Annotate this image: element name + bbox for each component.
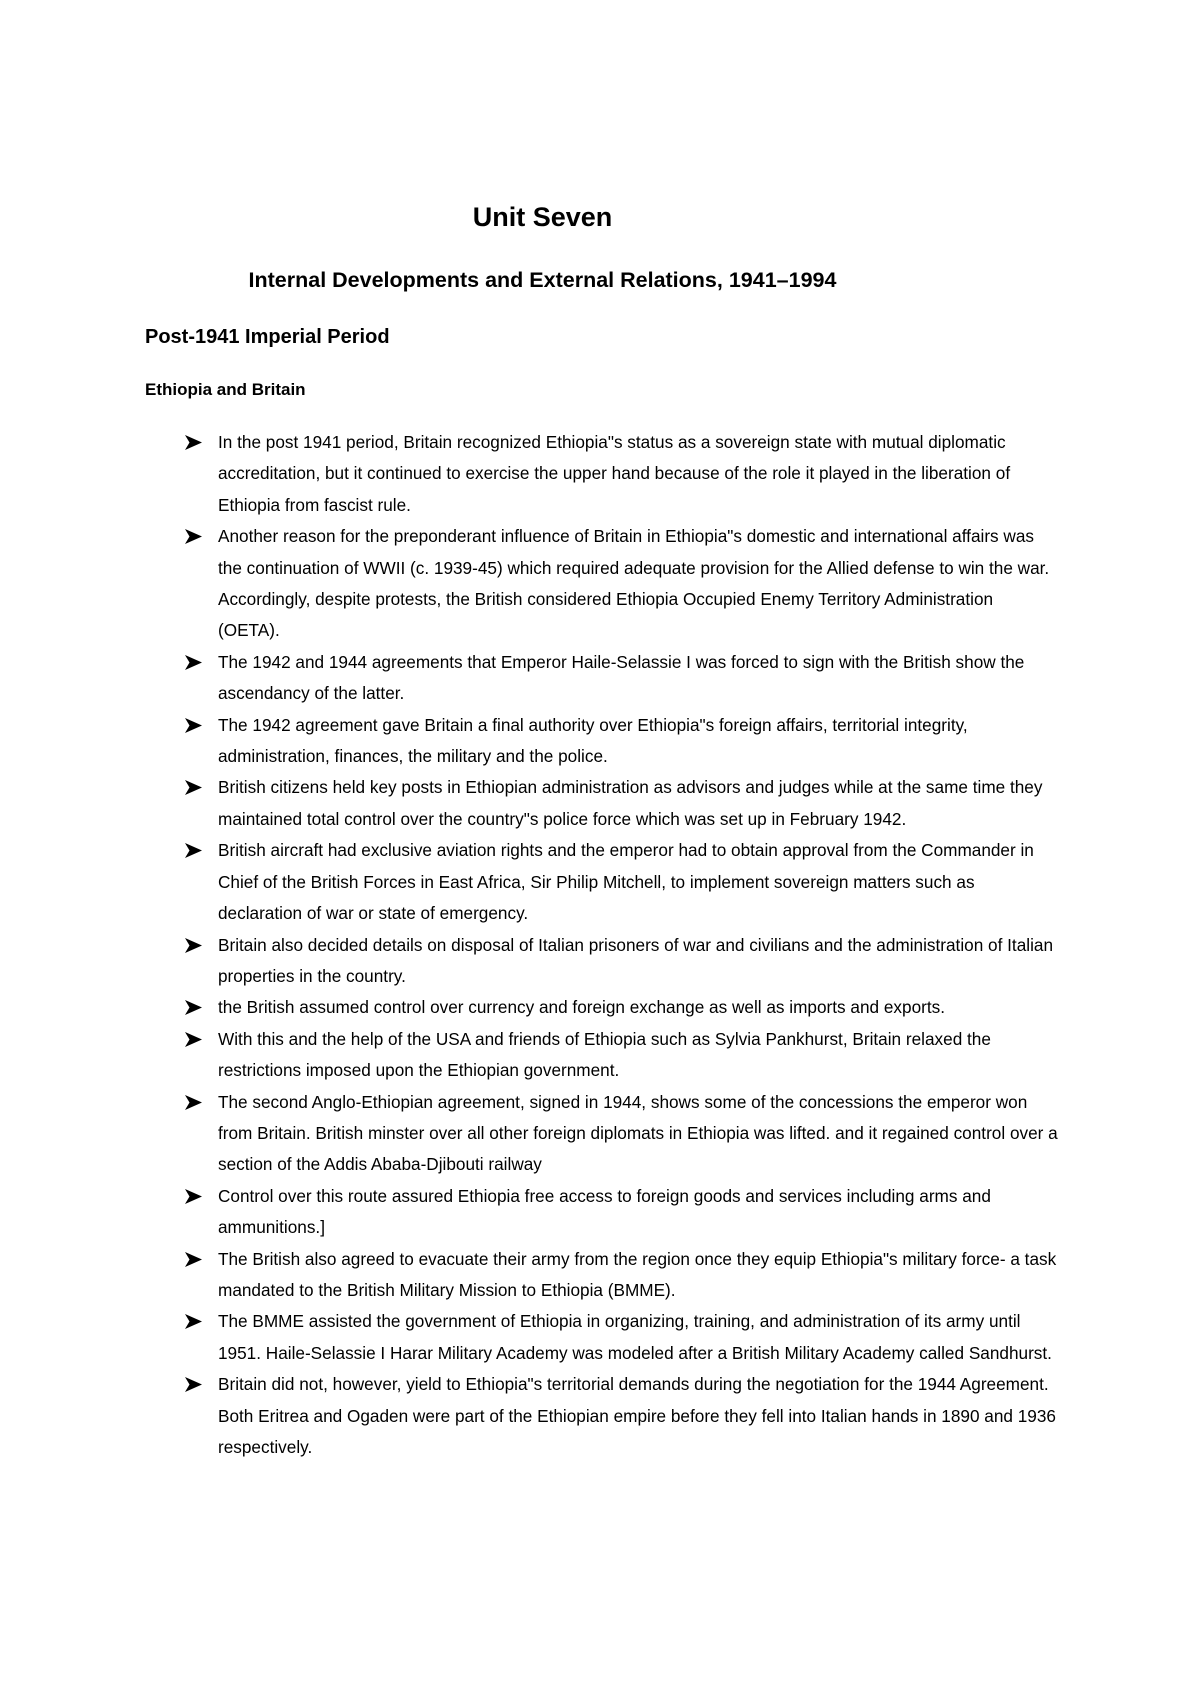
list-item-text: British aircraft had exclusive aviation rights and the emperor had to obtain approval from the Commander in Chief of the British Forces in East Africa, Sir Philip Mitchell, to implement sovereign matters such as declaration of war or state of emergency.	[218, 840, 1034, 924]
list-item-text: In the post 1941 period, Britain recognized Ethiopia"s status as a sovereign state with mutual diplomatic accreditation, but it continued to exercise the upper hand because of the role it played in the liberation of Ethiopia from fascist rule.	[218, 432, 1011, 515]
arrowhead-bullet-icon	[183, 1251, 203, 1268]
list-item	[218, 930, 1058, 993]
list-item-text: The 1942 agreement gave Britain a final authority over Ethiopia"s foreign affairs, territorial integrity, administration, finances, the military and the police.	[218, 714, 968, 767]
list-item-text: The BMME assisted the government of Ethiopia in organizing, training, and administration of its army until 1951. Haile-Selassie I Harar Military Academy was modeled after a British Military Academy called Sandhurst.	[218, 1311, 1052, 1363]
arrowhead-bullet-icon	[183, 717, 203, 734]
list-item-text: Britain did not, however, yield to Ethiopia"s territorial demands during the negotiation for the 1944 Agreement. Both Eritrea and Ogaden were part of the Ethiopian empire before they fell into Italian hands in 1890 and 1936 respectively.	[218, 1374, 1056, 1457]
list-item-text: Britain also decided details on disposal of Italian prisoners of war and civilians and the administration of Italian properties in the country.	[218, 934, 1054, 986]
list-item	[218, 710, 1058, 773]
list-item	[218, 992, 1058, 1023]
arrowhead-bullet-icon	[183, 1031, 203, 1048]
list-item	[218, 1024, 1058, 1087]
arrowhead-bullet-icon	[183, 1376, 203, 1393]
arrowhead-bullet-icon	[183, 779, 203, 796]
arrowhead-bullet-icon	[183, 654, 203, 671]
list-item-text: British citizens held key posts in Ethiopian administration as advisors and judges while at the same time they maintained total control over the country"s police force which was set up in February 1942.	[218, 777, 1043, 829]
subsection-title: Ethiopia and Britain	[145, 380, 306, 399]
list-item	[218, 772, 1058, 835]
list-item-text: The British also agreed to evacuate their army from the region once they equip Ethiopia"s military force- a task mandated to the British Military Mission to Ethiopia (BMME).	[218, 1248, 1057, 1300]
arrowhead-bullet-icon	[183, 528, 203, 545]
list-item	[218, 1369, 1058, 1463]
arrowhead-bullet-icon	[183, 842, 203, 859]
arrowhead-bullet-icon	[183, 937, 203, 954]
list-item	[218, 1087, 1058, 1181]
arrowhead-bullet-icon	[183, 1094, 203, 1111]
arrowhead-bullet-icon	[183, 1313, 203, 1330]
arrowhead-bullet-icon	[183, 999, 203, 1016]
section-title: Post-1941 Imperial Period	[145, 326, 390, 348]
list-item	[218, 1306, 1058, 1369]
arrowhead-bullet-icon	[183, 1188, 203, 1205]
list-item	[218, 1244, 1058, 1307]
arrowhead-bullet-icon	[183, 434, 203, 451]
list-item	[218, 521, 1058, 647]
list-item	[218, 427, 1058, 521]
list-item-text: The second Anglo-Ethiopian agreement, signed in 1944, shows some of the concessions the emperor won from Britain. British minster over all other foreign diplomats in Ethiopia was lifted. and it regained control over a section of the Addis Ababa-Djibouti railway	[218, 1091, 1058, 1175]
list-item	[218, 835, 1058, 929]
list-item	[218, 1181, 1058, 1244]
list-item-text: the British assumed control over currency and foreign exchange as well as imports and exports.	[218, 997, 946, 1018]
list-item-text: Control over this route assured Ethiopia free access to foreign goods and services including arms and ammunitions.]	[218, 1185, 991, 1238]
main-title: Internal Developments and External Relations, 1941–1994	[248, 268, 837, 292]
unit-title: Unit Seven	[472, 202, 613, 232]
list-item-text: Another reason for the preponderant influence of Britain in Ethiopia"s domestic and international affairs was the continuation of WWII (c. 1939-45) which required adequate provision for the Allied defense to win the war. Accordingly, despite protests, the British considered Ethiopia Occupied Enemy Territory Administration (OETA).	[218, 526, 1050, 641]
list-item-text: The 1942 and 1944 agreements that Emperor Haile-Selassie I was forced to sign with the British show the ascendancy of the latter.	[218, 651, 1025, 704]
list-item-text: With this and the help of the USA and friends of Ethiopia such as Sylvia Pankhurst, Britain relaxed the restrictions imposed upon the Ethiopian government.	[218, 1028, 991, 1081]
bullet-list	[218, 427, 1058, 1463]
list-item	[218, 647, 1058, 710]
